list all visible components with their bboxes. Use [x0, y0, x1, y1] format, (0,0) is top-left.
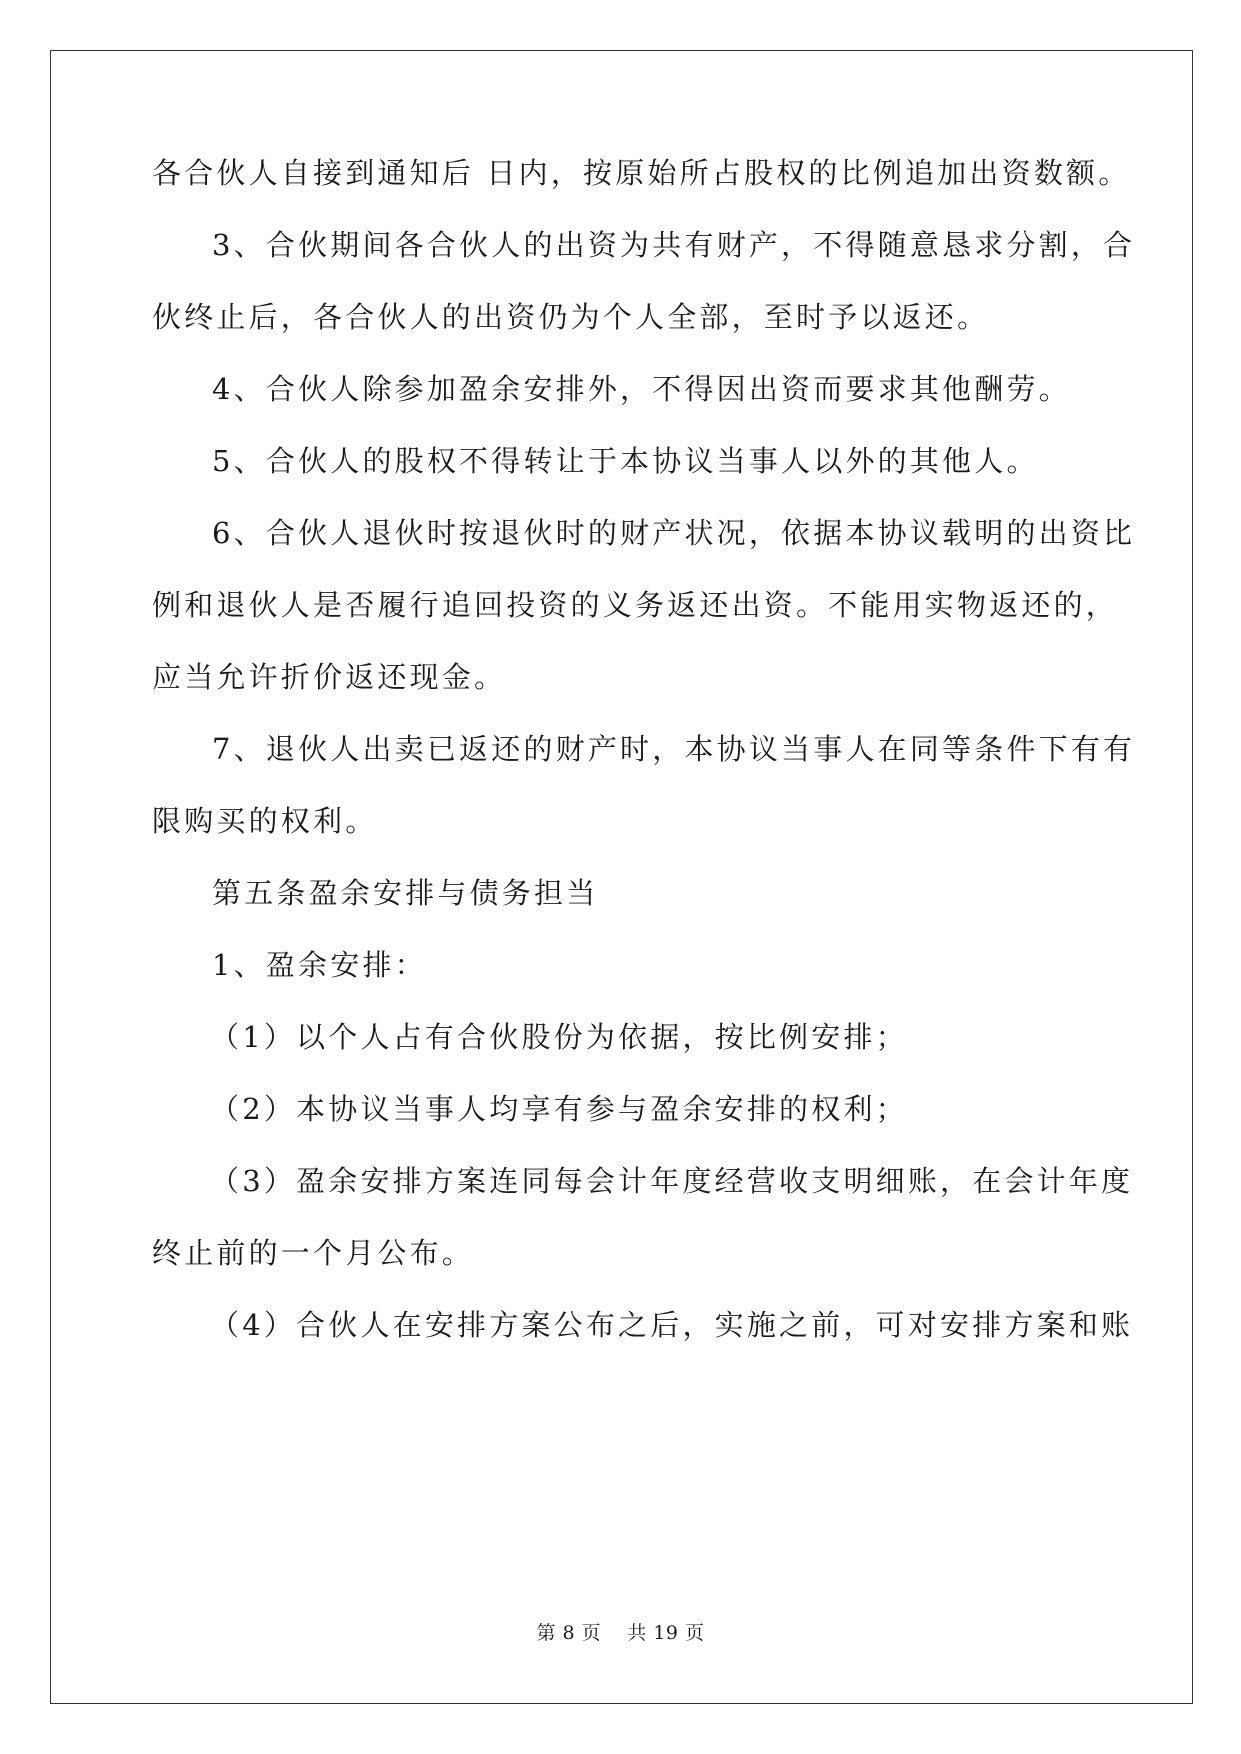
text-line-8: 应当允许折价返还现金。 — [152, 660, 507, 694]
text-line-10: 限购买的权利。 — [152, 804, 378, 838]
text-line-12: 1、盈余安排： — [212, 948, 427, 982]
text-line-13: （1）以个人占有合伙股份为依据，按比例安排； — [210, 1020, 908, 1054]
text-line-3: 伙终止后，各合伙人的出资仍为个人全部，至时予以返还。 — [152, 300, 990, 334]
text-line-2: 3、合伙期间各合伙人的出资为共有财产，不得随意恳求分割，合 — [212, 228, 1136, 262]
text-line-4: 4、合伙人除参加盈余安排外，不得因出资而要求其他酬劳。 — [212, 372, 1071, 406]
text-line-9: 7、退伙人出卖已返还的财产时，本协议当事人在同等条件下有有 — [212, 732, 1136, 766]
text-line-16: 终止前的一个月公布。 — [152, 1236, 475, 1270]
text-line-15: （3）盈余安排方案连同每会计年度经营收支明细账，在会计年度 — [210, 1164, 1134, 1198]
section-heading: 第五条盈余安排与债务担当 — [212, 876, 599, 910]
text-line-7: 例和退伙人是否履行追回投资的义务返还出资。不能用实物返还的， — [152, 588, 1119, 622]
text-line-14: （2）本协议当事人均享有参与盈余安排的权利； — [210, 1092, 908, 1126]
page-number-footer: 第 8 页 共 19 页 — [536, 1622, 705, 1644]
text-line-5: 5、合伙人的股权不得转让于本协议当事人以外的其他人。 — [212, 444, 1039, 478]
text-line-6: 6、合伙人退伙时按退伙时的财产状况，依据本协议载明的出资比 — [212, 516, 1136, 550]
text-line-1: 各合伙人自接到通知后 日内，按原始所占股权的比例追加出资数额。 — [152, 156, 1131, 190]
text-line-17: （4）合伙人在安排方案公布之后，实施之前，可对安排方案和账 — [210, 1308, 1134, 1342]
